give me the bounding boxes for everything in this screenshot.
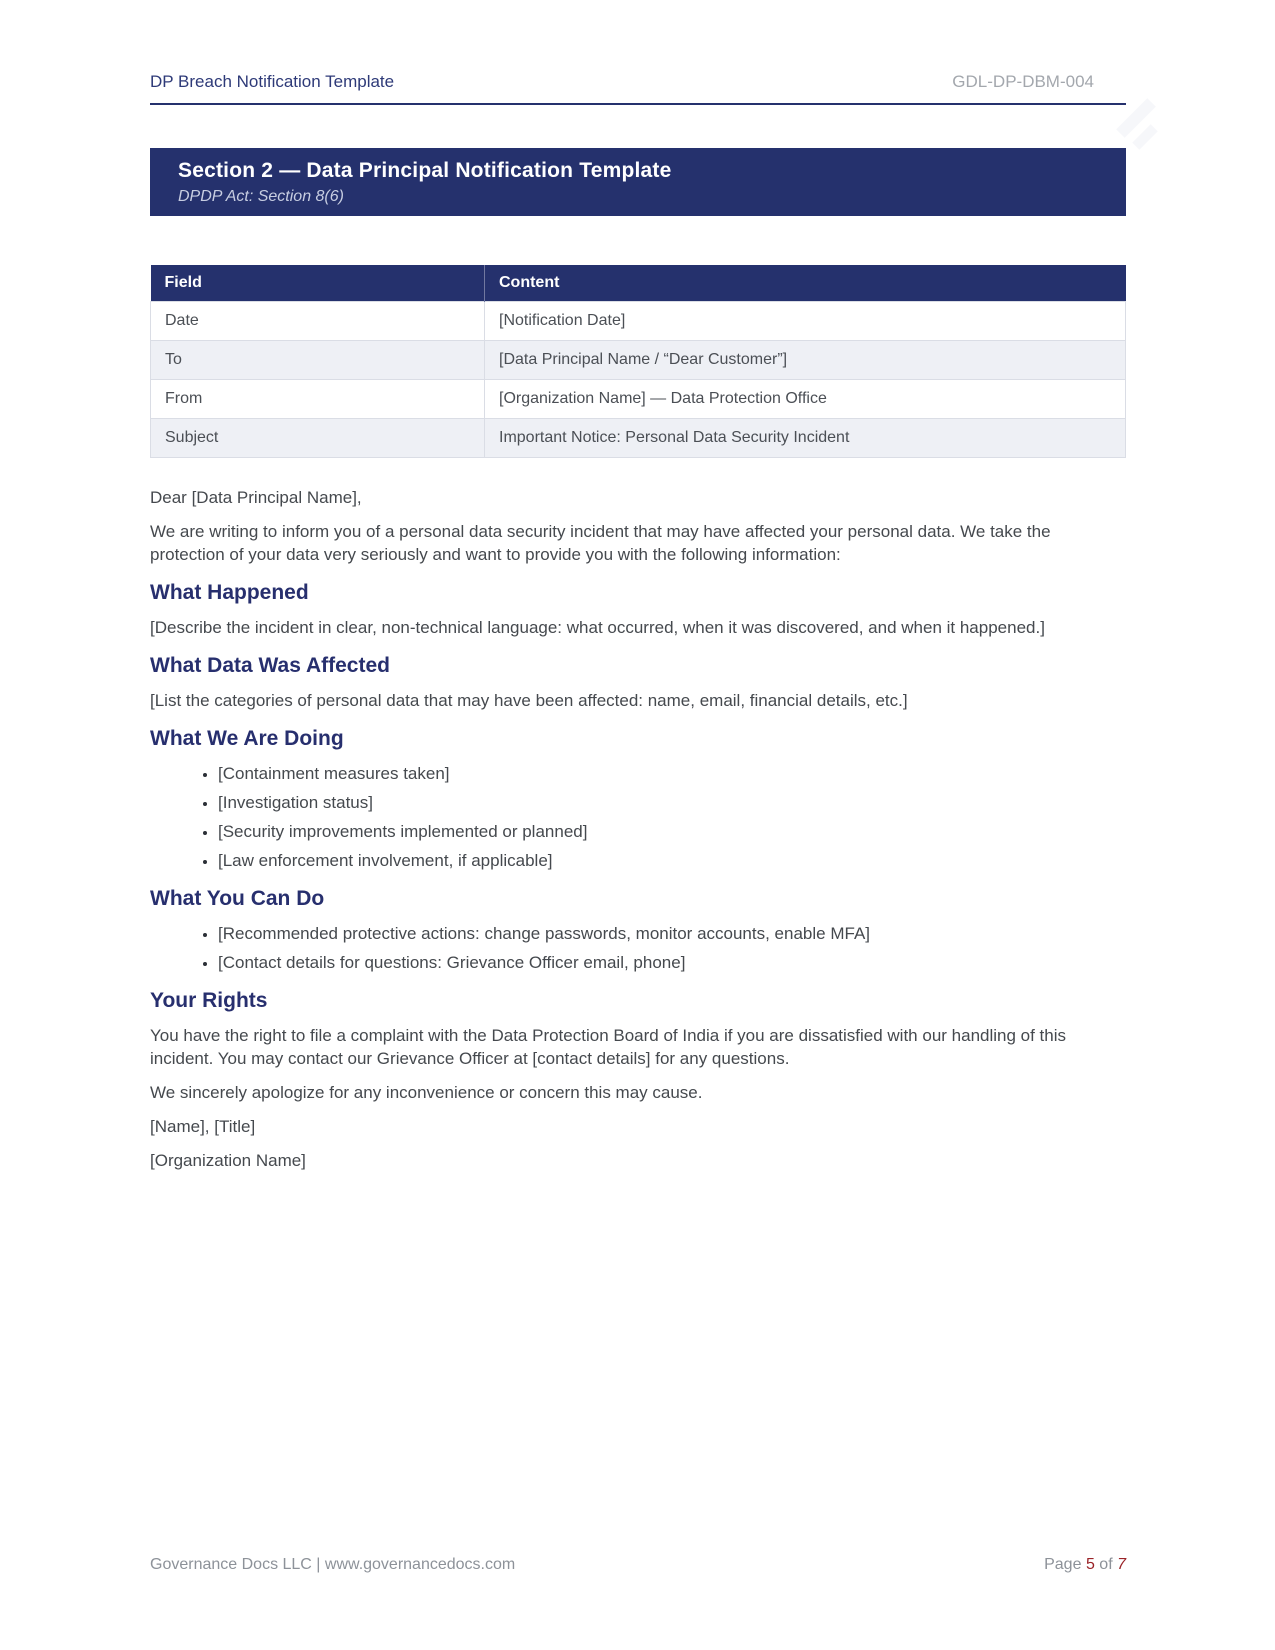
heading-what-we-are-doing: What We Are Doing — [150, 727, 344, 750]
page-label: Page — [1044, 1556, 1082, 1573]
signature-name-title: [Name], [Title] — [150, 1117, 256, 1136]
field-label: Subject — [151, 419, 485, 458]
running-footer — [150, 1556, 1126, 1574]
document-title: DP Breach Notification Template — [150, 72, 395, 91]
paragraph: We sincerely apologize for any inconvenience or concern this may cause. — [150, 1083, 703, 1102]
column-header-field: Field — [151, 265, 485, 302]
paragraph: [List the categories of personal data that may have been affected: name, email, financial details, etc.] — [150, 691, 908, 710]
section-title: Section 2 — Data Principal Notification Template — [178, 159, 672, 182]
field-value: [Organization Name] — Data Protection Office — [485, 380, 1126, 419]
heading-what-happened: What Happened — [150, 581, 309, 604]
of-label: of — [1099, 1556, 1113, 1573]
page-total: 7 — [1117, 1556, 1126, 1573]
intro-paragraph: We are writing to inform you of a personal data security incident that may have affected your personal data. We take the protection of your data very seriously and want to provide you with the following information: — [150, 522, 1051, 564]
paragraph: You have the right to file a complaint with the Data Protection Board of India if you are dissatisfied with our handling of this incident. You may contact our Grievance Officer at [contact details] for any questions. — [150, 1026, 1067, 1068]
salutation: Dear [Data Principal Name], — [150, 488, 362, 507]
footer-company: Governance Docs LLC | www.governancedocs.com — [150, 1556, 516, 1573]
table-row — [151, 419, 1126, 458]
field-value: [Notification Date] — [485, 302, 1126, 341]
signature-organization: [Organization Name] — [150, 1151, 306, 1170]
list-item: • [Investigation status] — [218, 791, 1126, 814]
paragraph: [Describe the incident in clear, non-technical language: what occurred, when it was discovered, and when it happened.] — [150, 618, 1045, 637]
field-value: [Data Principal Name / “Dear Customer”] — [485, 341, 1126, 380]
table-row — [151, 341, 1126, 380]
notification-fields-table — [150, 265, 1126, 458]
section-banner — [150, 148, 1126, 216]
table-row — [151, 302, 1126, 341]
list-item: • [Recommended protective actions: change passwords, monitor accounts, enable MFA] — [218, 922, 1126, 945]
list-item: • [Containment measures taken] — [218, 762, 1126, 785]
section-subtitle: DPDP Act: Section 8(6) — [178, 188, 344, 205]
table-header-row — [151, 265, 1126, 302]
field-label: To — [151, 341, 485, 380]
page-current: 5 — [1085, 1556, 1095, 1573]
column-header-content: Content — [485, 265, 1126, 302]
document-id: GDL-DP-DBM-004 — [952, 72, 1094, 91]
list-item: • [Contact details for questions: Grievance Officer email, phone] — [218, 951, 1126, 974]
heading-what-you-can-do: What You Can Do — [150, 887, 325, 910]
letter-body — [150, 486, 1126, 1183]
bullet-list-what-we-are-doing — [150, 762, 1126, 872]
field-label: From — [151, 380, 485, 419]
list-item: • [Law enforcement involvement, if applicable] — [218, 849, 1126, 872]
page-indicator — [1044, 1556, 1126, 1574]
field-label: Date — [151, 302, 485, 341]
heading-your-rights: Your Rights — [150, 989, 268, 1012]
table-row — [151, 380, 1126, 419]
heading-what-data-was-affected: What Data Was Affected — [150, 654, 390, 677]
list-item: • [Security improvements implemented or planned] — [218, 820, 1126, 843]
bullet-list-what-you-can-do — [150, 922, 1126, 974]
running-header — [150, 72, 1126, 105]
field-value: Important Notice: Personal Data Security Incident — [485, 419, 1126, 458]
